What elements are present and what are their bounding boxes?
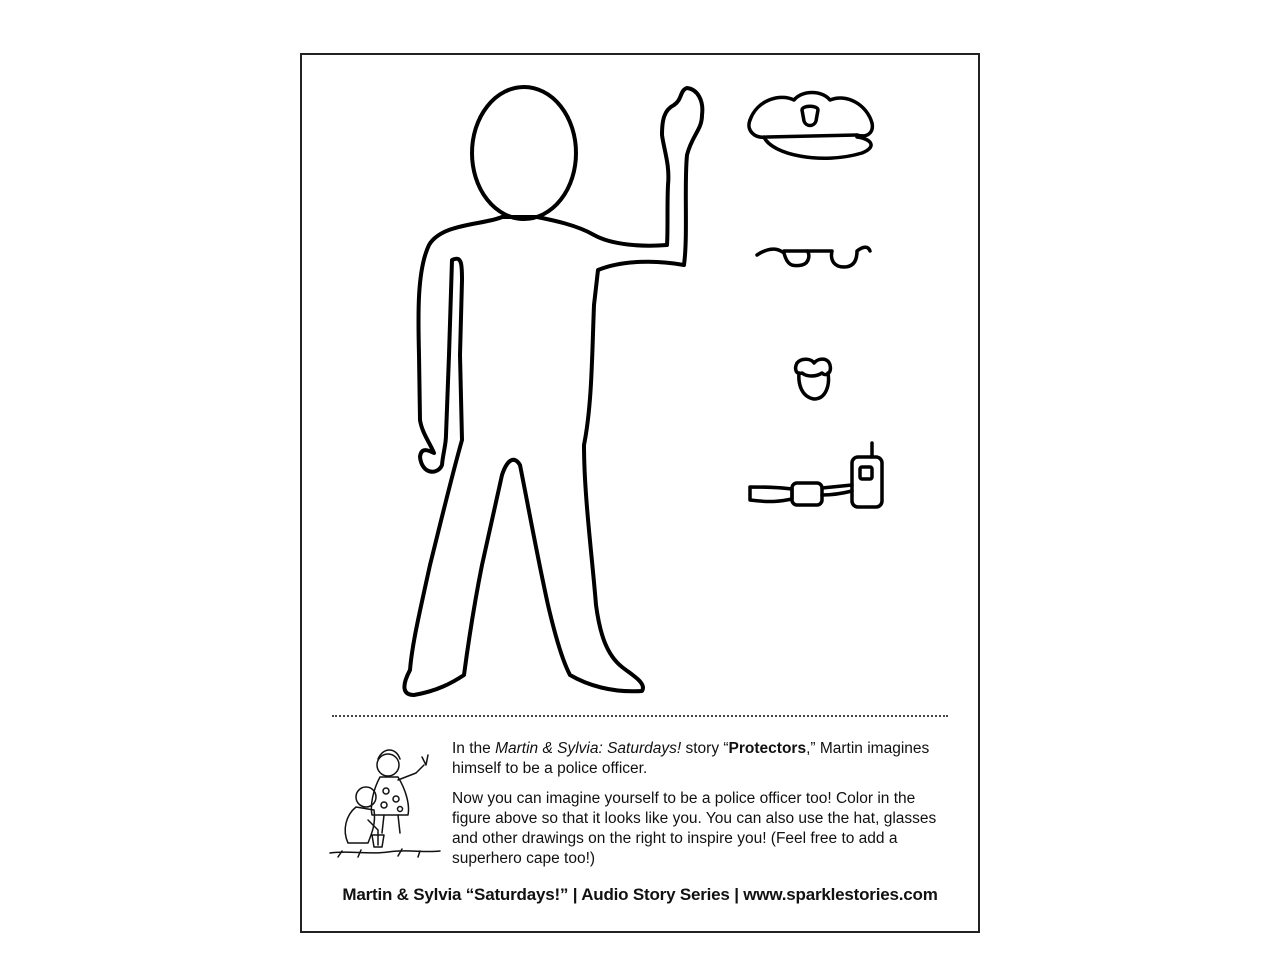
police-hat-icon	[749, 93, 872, 159]
glasses-icon	[757, 247, 870, 267]
footer-credit: Martin & Sylvia “Saturdays!” | Audio Story Series | www.sparklestories.com	[342, 885, 938, 904]
dotted-divider	[332, 715, 948, 717]
series-title: Martin & Sylvia: Saturdays!	[495, 740, 682, 757]
instructions-paragraph: Now you can imagine yourself to be a police officer too! Color in the figure above so that it looks like you. You can also use the hat, glasses and other drawings on the right to inspire you! (Feel free to add a superhero cape too!)	[452, 790, 937, 867]
story-title: Protectors	[728, 740, 807, 757]
utility-belt-icon	[750, 443, 882, 507]
mustache-icon	[796, 359, 831, 399]
activity-description	[452, 739, 952, 879]
children-illustration-icon	[328, 735, 443, 860]
intro-middle: story “	[681, 740, 729, 757]
coloring-artwork	[302, 55, 978, 705]
person-outline-icon	[404, 87, 702, 695]
intro-paragraph	[452, 739, 952, 779]
coloring-page	[300, 53, 980, 933]
intro-prefix: In the	[452, 740, 496, 757]
intro-suffix: ,” Martin imagines himself to be a police officer.	[452, 740, 930, 777]
